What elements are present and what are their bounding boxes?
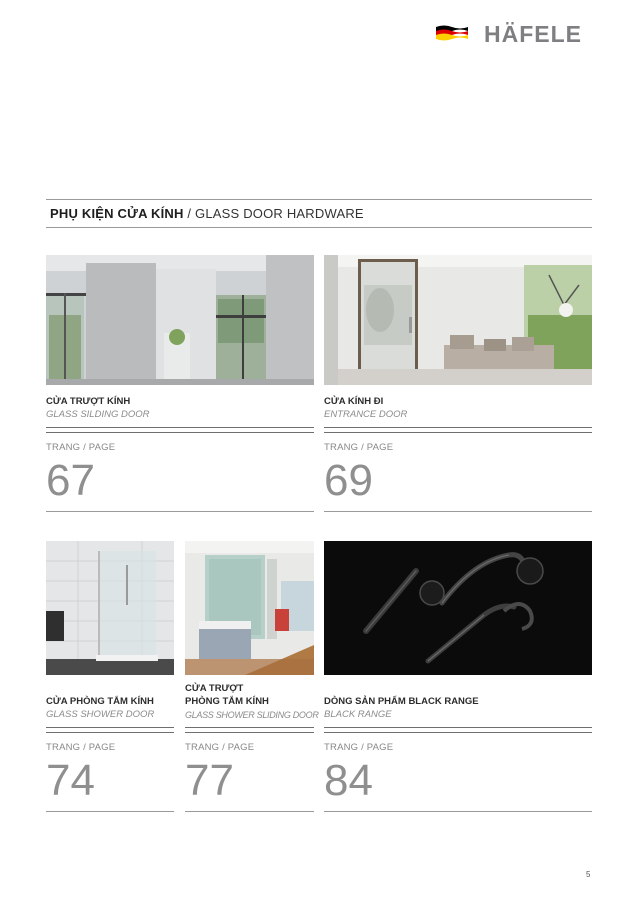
card-caption-vi: CỬA TRƯỢT KÍNH xyxy=(46,396,131,407)
section-title-separator: / xyxy=(183,206,196,221)
card-caption-en: BLACK RANGE xyxy=(324,709,392,720)
card-caption-en: ENTRANCE DOOR xyxy=(324,409,408,420)
page-number-link[interactable]: 74 xyxy=(46,756,95,805)
card-caption-vi: DÒNG SẢN PHẨM BLACK RANGE xyxy=(324,696,479,707)
page-label: TRANG / PAGE xyxy=(324,742,394,753)
page-label: TRANG / PAGE xyxy=(185,742,255,753)
card-bottom-rule xyxy=(46,511,314,512)
card-bottom-rule xyxy=(46,811,174,812)
entrance-door-photo xyxy=(324,255,592,385)
section-title xyxy=(50,206,364,221)
page-label: TRANG / PAGE xyxy=(324,442,394,453)
card-double-rule xyxy=(185,727,314,733)
german-flag-icon xyxy=(435,24,469,42)
card-black-range[interactable] xyxy=(324,541,592,812)
glass-shower-sliding-door-photo xyxy=(185,541,314,675)
black-range-handles-photo xyxy=(324,541,592,675)
card-glass-sliding-door[interactable] xyxy=(46,255,314,512)
card-glass-shower-sliding-door[interactable] xyxy=(185,541,319,812)
brand-logo: HÄFELE xyxy=(484,21,582,47)
page-number-link[interactable]: 77 xyxy=(185,756,234,805)
card-caption-en: GLASS SHOWER DOOR xyxy=(46,709,155,720)
card-caption-vi: CỬA KÍNH ĐI xyxy=(324,396,384,407)
section-title-en: GLASS DOOR HARDWARE xyxy=(195,206,364,221)
card-caption-vi-line1: CỬA TRƯỢT xyxy=(185,683,244,694)
card-double-rule xyxy=(324,427,592,433)
page-number-link[interactable]: 84 xyxy=(324,756,373,805)
card-caption-vi-line2: PHÒNG TẮM KÍNH xyxy=(185,696,269,707)
card-caption-vi: CỬA PHÒNG TẮM KÍNH xyxy=(46,696,154,707)
page-number-link[interactable]: 67 xyxy=(46,456,95,505)
card-bottom-rule xyxy=(324,511,592,512)
card-bottom-rule xyxy=(324,811,592,812)
card-bottom-rule xyxy=(185,811,314,812)
page-label: TRANG / PAGE xyxy=(46,742,116,753)
section-title-vi: PHỤ KIỆN CỬA KÍNH xyxy=(50,206,184,221)
glass-sliding-door-photo xyxy=(46,255,314,385)
page-label: TRANG / PAGE xyxy=(46,442,116,453)
card-double-rule xyxy=(46,427,314,433)
section-bottom-rule xyxy=(46,227,592,228)
card-caption-en: GLASS SILDING DOOR xyxy=(46,409,150,420)
footer-page-number: 5 xyxy=(586,870,591,879)
card-caption-en: GLASS SHOWER SLIDING DOOR xyxy=(185,710,319,720)
card-double-rule xyxy=(46,727,174,733)
glass-shower-door-photo xyxy=(46,541,174,675)
card-glass-shower-door[interactable] xyxy=(46,541,174,812)
card-entrance-door[interactable] xyxy=(324,255,592,512)
section-top-rule xyxy=(46,199,592,200)
page-number-link[interactable]: 69 xyxy=(324,456,373,505)
card-double-rule xyxy=(324,727,592,733)
